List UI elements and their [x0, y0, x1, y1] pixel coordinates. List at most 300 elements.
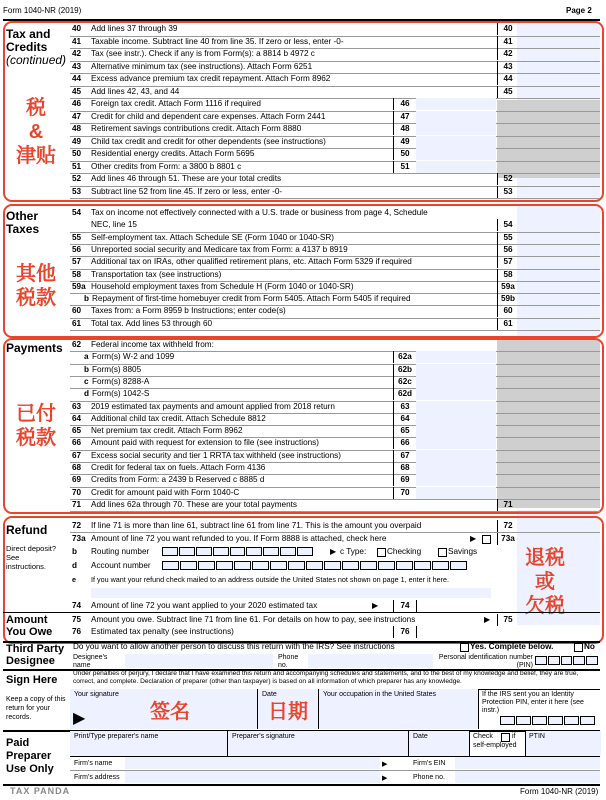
- line-71: [0, 499, 606, 511]
- rule: [3, 612, 600, 613]
- line-number: 43: [72, 61, 82, 71]
- ptin-label: PTIN: [529, 733, 545, 740]
- digit-cell[interactable]: [196, 547, 212, 556]
- line-letter: d: [72, 561, 78, 570]
- firm-phone-field[interactable]: [455, 771, 600, 783]
- line-68: [0, 462, 606, 474]
- line-letter: e: [72, 575, 76, 584]
- firm-address-label: Firm's address: [74, 774, 120, 781]
- line-text: Self-employment tax. Attach Schedule SE (Form 1040 or 1040-SR): [91, 232, 335, 242]
- cn-char-1: 税: [26, 97, 46, 119]
- amount-field[interactable]: [416, 401, 496, 413]
- line-66: [0, 437, 606, 449]
- line-57: [0, 256, 606, 268]
- mail-address-field[interactable]: [91, 588, 491, 598]
- line-box: 53: [497, 186, 518, 198]
- line-box: 58: [497, 269, 518, 281]
- digit-cell[interactable]: [360, 561, 377, 570]
- digit-cell[interactable]: [378, 561, 395, 570]
- line-box: 68: [393, 462, 417, 474]
- firm-address-field[interactable]: [125, 771, 380, 783]
- line-45: [0, 86, 606, 98]
- line-text: Federal income tax withheld from:: [91, 340, 214, 349]
- line-number: 73a: [72, 534, 86, 543]
- amount-field[interactable]: [416, 98, 496, 110]
- line-box: 42: [497, 48, 518, 60]
- line-number: 61: [72, 318, 82, 328]
- line-box: 61: [497, 318, 518, 330]
- digit-cell[interactable]: [324, 561, 341, 570]
- rule: [70, 511, 600, 512]
- title-line-2: Taxes: [6, 222, 40, 236]
- line-number: 72: [72, 521, 82, 530]
- cn-line-2: 税款: [16, 287, 56, 309]
- line-number: 76: [72, 627, 82, 636]
- line-text-2: NEC, line 15: [91, 220, 137, 230]
- account-number-field[interactable]: [162, 561, 468, 571]
- firm-name-label: Firm's name: [74, 760, 113, 767]
- line-text: Add lines 42, 43, and 44: [91, 86, 180, 96]
- digit-cell[interactable]: [297, 547, 313, 556]
- signature-label: Your signature: [74, 691, 119, 698]
- amount-field[interactable]: [416, 161, 496, 173]
- routing-number-field[interactable]: [162, 547, 314, 557]
- line-b: [0, 364, 606, 376]
- line-56: [0, 244, 606, 256]
- line-text: Amount of line 72 you want refunded to you. If Form 8888 is attached, check here: [91, 534, 387, 543]
- digit-cell[interactable]: [580, 716, 595, 725]
- line-text: Residential energy credits. Attach Form 5695: [91, 149, 255, 158]
- line-text: Credit for amount paid with Form 1040-C: [91, 487, 240, 497]
- cn-line-1: 退税: [525, 547, 565, 569]
- if-label: if: [512, 733, 516, 740]
- line-text: Transportation tax (see instructions): [91, 269, 222, 279]
- designee-no-label: No: [584, 642, 595, 651]
- line-box: 64: [393, 413, 417, 425]
- line-letter: b: [72, 547, 78, 556]
- title-line-3: Use Only: [6, 763, 54, 775]
- digit-cell[interactable]: [548, 716, 563, 725]
- line-53: [0, 186, 606, 198]
- ip-pin-field[interactable]: [500, 716, 596, 726]
- amount-field[interactable]: [416, 413, 496, 425]
- line-59a: [0, 281, 606, 293]
- note-line-1: Direct deposit?: [6, 544, 57, 553]
- line-text: Add lines 62a through 70. These are your total payments: [91, 499, 298, 509]
- line-box: 76: [393, 626, 417, 638]
- line-text: Taxes from: a Form 8959 b Instructions; enter code(s): [91, 306, 286, 316]
- line-number: 41: [72, 36, 82, 46]
- line-box: 51: [393, 161, 417, 173]
- line-text: Additional tax on IRAs, other qualified retirement plans, etc. Attach Form 5329 if required: [91, 257, 412, 267]
- preparer-date-label: Date: [413, 733, 428, 740]
- line-number: 68: [72, 463, 82, 472]
- preparer-title: [6, 737, 54, 776]
- third-party-title: [6, 643, 64, 667]
- line-text: 2019 estimated tax payments and amount applied from 2018 return: [91, 401, 335, 411]
- line-text: Household employment taxes from Schedule H (Form 1040 or 1040-SR): [91, 281, 354, 291]
- cn-line-1: 其他: [16, 263, 56, 285]
- digit-cell[interactable]: [246, 547, 262, 556]
- line-number: 42: [72, 49, 82, 58]
- checking-label: Checking: [387, 547, 422, 556]
- line-43: [0, 61, 606, 73]
- sign-here-title: Sign Here: [6, 674, 58, 686]
- amount-field[interactable]: [416, 388, 496, 400]
- digit-cell[interactable]: [414, 561, 431, 570]
- line-text: Excess advance premium tax credit repayment. Attach Form 8962: [91, 74, 331, 83]
- line-box: 46: [393, 98, 417, 110]
- designee-yes-label: Yes. Complete below.: [470, 642, 554, 651]
- line-box: 43: [497, 61, 518, 73]
- digit-cell[interactable]: [450, 561, 467, 570]
- line-number: b: [84, 364, 90, 374]
- line-58: [0, 269, 606, 281]
- line-number: a: [84, 352, 89, 362]
- line-text: Total tax. Add lines 53 through 60: [91, 318, 213, 328]
- arrow-icon: ▶: [382, 761, 388, 768]
- digit-cell[interactable]: [500, 716, 515, 725]
- line-44: [0, 73, 606, 85]
- title-line-1: Third Party: [6, 643, 65, 655]
- line-40: [0, 23, 606, 35]
- digit-cell[interactable]: [532, 716, 547, 725]
- line-continuation: [0, 219, 606, 231]
- line-d: [0, 388, 606, 400]
- amount-field[interactable]: [416, 123, 496, 135]
- line-number: 49: [72, 136, 82, 146]
- firm-phone-label: Phone no.: [413, 774, 445, 781]
- line-box: 62d: [393, 388, 417, 400]
- line-text: Additional child tax credit. Attach Schedule 8812: [91, 413, 266, 423]
- self-employed-label: self-employed: [473, 742, 517, 749]
- title-line-1: Paid: [6, 737, 30, 749]
- line-number: 48: [72, 124, 82, 133]
- line-51: [0, 161, 606, 173]
- digit-cell[interactable]: [561, 656, 573, 665]
- line-a: [0, 351, 606, 363]
- line-number: 63: [72, 401, 82, 411]
- digit-cell[interactable]: [234, 561, 251, 570]
- account-type-label: c Type:: [340, 547, 367, 556]
- keep-copy-note: Keep a copy of this return for your records.: [6, 696, 66, 721]
- note-line-3: instructions.: [6, 562, 47, 571]
- line-box: 65: [393, 425, 417, 437]
- line-text: Form(s) W-2 and 1099: [92, 352, 175, 362]
- title-line-2: Designee: [6, 655, 55, 667]
- line-box: 59a: [497, 281, 518, 293]
- digit-cell[interactable]: [288, 561, 305, 570]
- savings-checkbox[interactable]: [438, 548, 447, 557]
- line-text: Credits from Form: a 2439 b Reserved c 8885 d: [91, 475, 265, 485]
- rule: [70, 198, 600, 199]
- line-number: 44: [72, 74, 82, 83]
- line-box: 72: [497, 520, 518, 532]
- line-62: [0, 339, 606, 351]
- line-text: Credit for child and dependent care expenses. Attach Form 2441: [91, 111, 326, 121]
- digit-cell[interactable]: [306, 561, 323, 570]
- amount-field[interactable]: [416, 148, 496, 160]
- line-text: Amount of line 72 you want applied to your 2020 estimated tax: [91, 601, 318, 610]
- line-number: 75: [72, 615, 82, 624]
- cn-date: 日期: [268, 701, 308, 723]
- title-line-2: Preparer: [6, 750, 52, 762]
- rule: [3, 784, 600, 786]
- designee-pin-field[interactable]: [535, 656, 599, 666]
- checking-checkbox[interactable]: [377, 548, 386, 557]
- occupation-label: Your occupation in the United States: [323, 691, 436, 698]
- savings-label: Savings: [448, 547, 478, 556]
- line-69: [0, 474, 606, 486]
- line-text: Alternative minimum tax (see instructions). Attach Form 6251: [91, 61, 313, 71]
- line-number: 54: [72, 208, 82, 217]
- line-box: 54: [497, 219, 518, 231]
- line-number: 40: [72, 24, 82, 33]
- line-number: 55: [72, 232, 82, 242]
- digit-cell[interactable]: [573, 656, 585, 665]
- line-41: [0, 36, 606, 48]
- line-76: [0, 626, 606, 638]
- line-text: Credit for federal tax on fuels. Attach Form 4136: [91, 463, 266, 472]
- title-line-1: Other: [6, 209, 39, 223]
- line-number: 59a: [72, 281, 86, 291]
- cn-char-2: &: [28, 121, 44, 143]
- line-number: b: [84, 294, 90, 304]
- title-line-1: Amount: [6, 614, 48, 626]
- digit-cell[interactable]: [230, 547, 246, 556]
- logo-text: TAX PANDA: [10, 786, 71, 796]
- line-number: 67: [72, 450, 82, 460]
- digit-cell[interactable]: [252, 561, 269, 570]
- cn-char-3: 津贴: [16, 145, 56, 167]
- arrow-icon: ▶: [73, 710, 86, 727]
- digit-cell[interactable]: [280, 547, 296, 556]
- line-box: 44: [497, 73, 518, 85]
- line-72: [0, 520, 606, 532]
- digit-cell[interactable]: [213, 547, 229, 556]
- line-number: 69: [72, 475, 82, 485]
- amount-field[interactable]: [416, 487, 496, 499]
- designee-pin-label: Personal identification number (PIN): [438, 654, 533, 669]
- line-box: 56: [497, 244, 518, 256]
- amount-field[interactable]: [416, 450, 496, 462]
- line-text: Taxable income. Subtract line 40 from line 35. If zero or less, enter -0-: [91, 36, 344, 46]
- page-number: Page 2: [566, 6, 592, 15]
- designee-no-checkbox[interactable]: [574, 643, 583, 652]
- line-60: [0, 305, 606, 317]
- digit-cell[interactable]: [162, 547, 178, 556]
- line-number: 66: [72, 438, 82, 448]
- line-box: 50: [393, 148, 417, 160]
- line-box: 49: [393, 136, 417, 148]
- digit-cell[interactable]: [548, 656, 560, 665]
- line-box: 70: [393, 487, 417, 499]
- line-text: Amount you owe. Subtract line 71 from line 61. For details on how to pay, see instructions: [91, 615, 416, 624]
- digit-cell[interactable]: [263, 547, 279, 556]
- line-number: d: [84, 389, 90, 399]
- form-id-header: Form 1040-NR (2019): [3, 6, 82, 15]
- digit-cell[interactable]: [162, 561, 179, 570]
- designee-question: Do you want to allow another person to discuss this return with the IRS? See instructions: [73, 642, 395, 651]
- amount-field[interactable]: [416, 425, 496, 437]
- line-42: [0, 48, 606, 60]
- line-box: 73a: [497, 533, 518, 545]
- date-label: Date: [262, 691, 277, 698]
- title-line-3: (continued): [6, 53, 67, 67]
- amount-field[interactable]: [416, 351, 496, 363]
- line-text: Amount paid with request for extension to file (see instructions): [91, 438, 319, 448]
- footer-form-id: Form 1040-NR (2019): [520, 787, 599, 796]
- line-number: 65: [72, 426, 82, 436]
- digit-cell[interactable]: [216, 561, 233, 570]
- digit-cell[interactable]: [179, 547, 195, 556]
- perjury-statement: Under penalties of perjury, I declare that I have examined this return and accompanying schedules and statements, and to the best of my knowledge and belief, they are true, correct, and complete. Declaration of preparer (other than taxpayer) is based on all information of which preparer has any knowledge.: [73, 670, 579, 685]
- line-61: [0, 318, 606, 330]
- line-box: 62a: [393, 351, 417, 363]
- line-number: 47: [72, 111, 82, 121]
- line-54: [0, 207, 606, 219]
- line-number: 56: [72, 244, 82, 254]
- amount-field[interactable]: [416, 376, 496, 388]
- title-line-1: Tax and: [6, 27, 51, 41]
- digit-cell[interactable]: [396, 561, 413, 570]
- check-label: Check: [473, 733, 493, 740]
- preparer-name-label: Print/Type preparer's name: [74, 733, 159, 740]
- designee-phone-label: Phone no.: [278, 654, 299, 669]
- preparer-signature-label: Preparer's signature: [232, 733, 295, 740]
- line-text: Form(s) 8288-A: [92, 376, 150, 386]
- line-box: 66: [393, 437, 417, 449]
- line-73a: [0, 533, 606, 545]
- mail-label: If you want your refund check mailed to an address outside the United States not shown on page 1, enter it here.: [91, 575, 449, 584]
- digit-cell[interactable]: [342, 561, 359, 570]
- line-box: 60: [497, 305, 518, 317]
- tax-panda-logo: [10, 786, 70, 796]
- line-number: 58: [72, 269, 82, 279]
- amount-field[interactable]: [416, 136, 496, 148]
- line-46: [0, 98, 606, 110]
- line-text: Form(s) 1042-S: [92, 389, 150, 399]
- line-box: 48: [393, 123, 417, 135]
- line-number: c: [84, 376, 89, 386]
- line-box: 62b: [393, 364, 417, 376]
- line-box: 71: [497, 499, 518, 511]
- cn-signature: 签名: [150, 701, 190, 723]
- line-67: [0, 450, 606, 462]
- amount-field[interactable]: [416, 474, 496, 486]
- line-52: [0, 173, 606, 185]
- arrow-icon: ▶: [330, 547, 337, 556]
- cn-line-2: 或: [535, 571, 555, 593]
- arrow-icon: ▶: [372, 601, 379, 610]
- title-line-2: You Owe: [6, 626, 53, 638]
- line-text: Other credits from Form: a 3800 b 8801 c: [91, 161, 242, 171]
- line-47: [0, 111, 606, 123]
- line-box: 41: [497, 36, 518, 48]
- self-employed-checkbox[interactable]: [501, 733, 510, 742]
- line-number: 57: [72, 257, 82, 267]
- payments-title: Payments: [6, 341, 63, 355]
- line-number: 51: [72, 161, 82, 171]
- refund-title: Refund: [6, 523, 48, 537]
- account-label: Account number: [91, 561, 151, 570]
- designee-phone-field[interactable]: [308, 654, 433, 668]
- line-text: Excess social security and tier 1 RRTA tax withheld (see instructions): [91, 450, 341, 460]
- digit-cell[interactable]: [270, 561, 287, 570]
- digit-cell[interactable]: [516, 716, 531, 725]
- line-box: 75: [497, 614, 518, 626]
- amount-field[interactable]: [416, 111, 496, 123]
- line-box: 45: [497, 86, 518, 98]
- line-number: 64: [72, 413, 82, 423]
- firm-name-field[interactable]: [125, 757, 380, 769]
- line-70: [0, 487, 606, 499]
- amount-field[interactable]: [416, 462, 496, 474]
- line-text: Estimated tax penalty (see instructions): [91, 627, 234, 636]
- line-63: [0, 401, 606, 413]
- line-box: 52: [497, 173, 518, 185]
- ip-pin-label: If the IRS sent you an Identity Protection PIN, enter it here (see instr.): [482, 691, 584, 714]
- digit-cell[interactable]: [180, 561, 197, 570]
- rule: [70, 330, 600, 331]
- line-number: 60: [72, 306, 82, 316]
- line-box: 63: [393, 401, 417, 413]
- designee-name-field[interactable]: [125, 654, 273, 668]
- digit-cell[interactable]: [432, 561, 449, 570]
- line-box: 57: [497, 256, 518, 268]
- line-65: [0, 425, 606, 437]
- line-text: Foreign tax credit. Attach Form 1116 if required: [91, 99, 261, 108]
- line-text: If line 71 is more than line 61, subtract line 61 from line 71. This is the amount you overpaid: [91, 521, 422, 530]
- line-text: Retirement savings contributions credit. Attach Form 8880: [91, 124, 302, 133]
- line-box: 69: [393, 474, 417, 486]
- line-text: Repayment of first-time homebuyer credit from Form 5405. Attach Form 5405 if required: [92, 294, 411, 304]
- line-text: Add lines 37 through 39: [91, 24, 178, 33]
- line-text: Unreported social security and Medicare tax from Form: a 4137 b 8919: [91, 244, 348, 254]
- line-number: 53: [72, 186, 82, 196]
- arrow-icon: ▶: [470, 534, 477, 543]
- line-c: [0, 376, 606, 388]
- line-number: 50: [72, 149, 82, 158]
- amount-field[interactable]: [416, 364, 496, 376]
- digit-cell[interactable]: [535, 656, 547, 665]
- line-text: Tax (see instr.). Check if any is from Form(s): a 8814 b 4972 c: [91, 49, 315, 58]
- line-number: 46: [72, 99, 82, 108]
- line-box: 40: [497, 23, 518, 35]
- digit-cell[interactable]: [198, 561, 215, 570]
- line-box: 74: [393, 600, 417, 612]
- form-8888-checkbox[interactable]: [482, 535, 491, 544]
- line-b: [0, 293, 606, 305]
- line-box: 59b: [497, 293, 518, 305]
- designee-yes-checkbox[interactable]: [460, 643, 469, 652]
- routing-label: Routing number: [91, 547, 150, 556]
- line-number: 74: [72, 601, 82, 610]
- line-text: Net premium tax credit. Attach Form 8962: [91, 426, 243, 436]
- amount-field[interactable]: [416, 437, 496, 449]
- digit-cell[interactable]: [586, 656, 598, 665]
- line-box: 47: [393, 111, 417, 123]
- firm-ein-field[interactable]: [455, 757, 600, 769]
- cn-line-2: 税款: [16, 427, 56, 449]
- line-text: Tax on income not effectively connected with a U.S. trade or business from page 4, Schedule: [91, 208, 428, 217]
- digit-cell[interactable]: [564, 716, 579, 725]
- line-number: 45: [72, 86, 82, 96]
- line-text: Form(s) 8805: [92, 364, 142, 374]
- line-49: [0, 136, 606, 148]
- line-number: 70: [72, 487, 82, 497]
- line-74: [0, 600, 606, 612]
